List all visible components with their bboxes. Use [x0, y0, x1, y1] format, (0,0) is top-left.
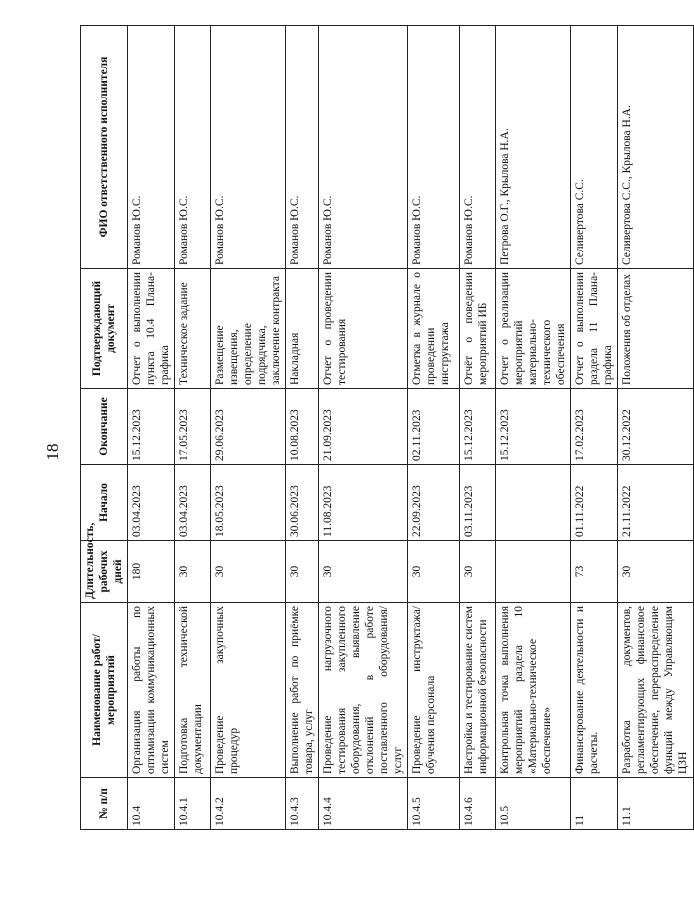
table-row: [286, 26, 319, 830]
row-responsible: Романов Ю.С.: [128, 26, 175, 269]
row-duration: 30: [460, 541, 496, 603]
row-document: Отчет о выполнении раздела 11 Плана-графика: [571, 269, 618, 389]
table-row: [408, 26, 460, 830]
row-name: Проведение инструктажа/обучения персонала: [408, 603, 460, 778]
row-responsible: Романов Ю.С.: [286, 26, 319, 269]
row-start: 03.04.2023: [128, 465, 175, 541]
row-number: 10.4.4: [319, 778, 408, 830]
header-number: № п/п: [81, 778, 128, 830]
row-name: Разработка документов, регламентирующих финансовое обеспечение, перераспределение функций между Управляющим ЦЗН: [618, 603, 693, 778]
row-duration: 73: [571, 541, 618, 603]
row-responsible: Селивертова С.С., Крылова Н.А.: [618, 26, 693, 269]
row-duration: 180: [128, 541, 175, 603]
row-document: Отчёт о поведении мероприятий ИБ: [460, 269, 496, 389]
row-end: 15.12.2023: [496, 389, 571, 465]
row-duration: 30: [408, 541, 460, 603]
row-duration: 30: [211, 541, 286, 603]
row-name: Настройка и тестирование систем информационной безопасности: [460, 603, 496, 778]
row-number: 10.5: [496, 778, 571, 830]
row-number: 11.1: [618, 778, 693, 830]
row-end: 15.12.2023: [128, 389, 175, 465]
row-number: 10.4: [128, 778, 175, 830]
header-document: Подтверждающий документ: [81, 269, 128, 389]
row-number: 10.4.2: [211, 778, 286, 830]
row-end: 30.12.2022: [618, 389, 693, 465]
row-responsible: Петрова О.Г., Крылова Н.А.: [496, 26, 571, 269]
row-number: 10.4.1: [175, 778, 211, 830]
table-row: [571, 26, 618, 830]
row-document: Отчет о реализации мероприятий материально-технического обеспечения: [496, 269, 571, 389]
table-row: [128, 26, 175, 830]
row-start: 18.05.2023: [211, 465, 286, 541]
row-document: Положения об отделах: [618, 269, 693, 389]
row-name: Контрольная точка выполнения мероприятий раздела 10 «Материально-техническое обеспечение»: [496, 603, 571, 778]
row-responsible: Романов Ю.С.: [175, 26, 211, 269]
row-name: Организация работы по оптимизации коммуникационных систем: [128, 603, 175, 778]
row-end: 17.05.2023: [175, 389, 211, 465]
row-document: Размещение извещения, определение подрядчика, заключение контракта: [211, 269, 286, 389]
row-document: Отметка в журнале о проведении инструктажа: [408, 269, 460, 389]
row-start: 21.11.2022: [618, 465, 693, 541]
rotated-table-container: [80, 26, 690, 830]
row-duration: 30: [286, 541, 319, 603]
row-end: 10.08.2023: [286, 389, 319, 465]
header-responsible: ФИО ответственного исполнителя: [81, 26, 128, 269]
row-number: 11: [571, 778, 618, 830]
row-start: 03.11.2023: [460, 465, 496, 541]
row-start: 22.09.2023: [408, 465, 460, 541]
row-document: Накладная: [286, 269, 319, 389]
row-end: 17.02.2023: [571, 389, 618, 465]
header-name: Наименование работ/мероприятий: [81, 603, 128, 778]
row-end: 15.12.2023: [460, 389, 496, 465]
schedule-table: [80, 25, 694, 830]
row-responsible: Селивертова С.С.: [571, 26, 618, 269]
row-start: 30.06.2023: [286, 465, 319, 541]
row-number: 10.4.5: [408, 778, 460, 830]
row-number: 10.4.3: [286, 778, 319, 830]
table-row: [618, 26, 693, 830]
row-document: Отчет о выполнении пункта 10.4 Плана-графика: [128, 269, 175, 389]
table-row: [496, 26, 571, 830]
row-document: Техническое задание: [175, 269, 211, 389]
header-start: Начало: [81, 465, 128, 541]
row-name: Проведение закупочных процедур: [211, 603, 286, 778]
row-start: [496, 465, 571, 541]
row-start: 01.11.2022: [571, 465, 618, 541]
row-duration: [496, 541, 571, 603]
table-row: [460, 26, 496, 830]
row-number: 10.4.6: [460, 778, 496, 830]
row-end: 21.09.2023: [319, 389, 408, 465]
header-duration: Длительность, рабочих дней: [81, 541, 128, 603]
row-duration: 30: [618, 541, 693, 603]
row-responsible: Романов Ю.С.: [408, 26, 460, 269]
row-responsible: Романов Ю.С.: [319, 26, 408, 269]
table-row: [211, 26, 286, 830]
row-end: 02.11.2023: [408, 389, 460, 465]
row-start: 03.04.2023: [175, 465, 211, 541]
table-body: [128, 26, 693, 830]
row-name: Проведение нагрузочного тестирования закупленного оборудования, выявление отклонений в работе поставленного оборудования/услуг: [319, 603, 408, 778]
table-row: [175, 26, 211, 830]
row-responsible: Романов Ю.С.: [460, 26, 496, 269]
row-duration: 30: [175, 541, 211, 603]
row-end: 29.06.2023: [211, 389, 286, 465]
table-row: [319, 26, 408, 830]
row-responsible: Романов Ю.С.: [211, 26, 286, 269]
row-duration: 30: [319, 541, 408, 603]
row-document: Отчет о проведении тестирования: [319, 269, 408, 389]
row-start: 11.08.2023: [319, 465, 408, 541]
row-name: Подготовка технической документации: [175, 603, 211, 778]
row-name: Финансирование деятельности и расчеты.: [571, 603, 618, 778]
row-name: Выполнение работ по приёмке товара, услуг: [286, 603, 319, 778]
page-number: 18: [43, 443, 62, 461]
header-end: Окончание: [81, 389, 128, 465]
